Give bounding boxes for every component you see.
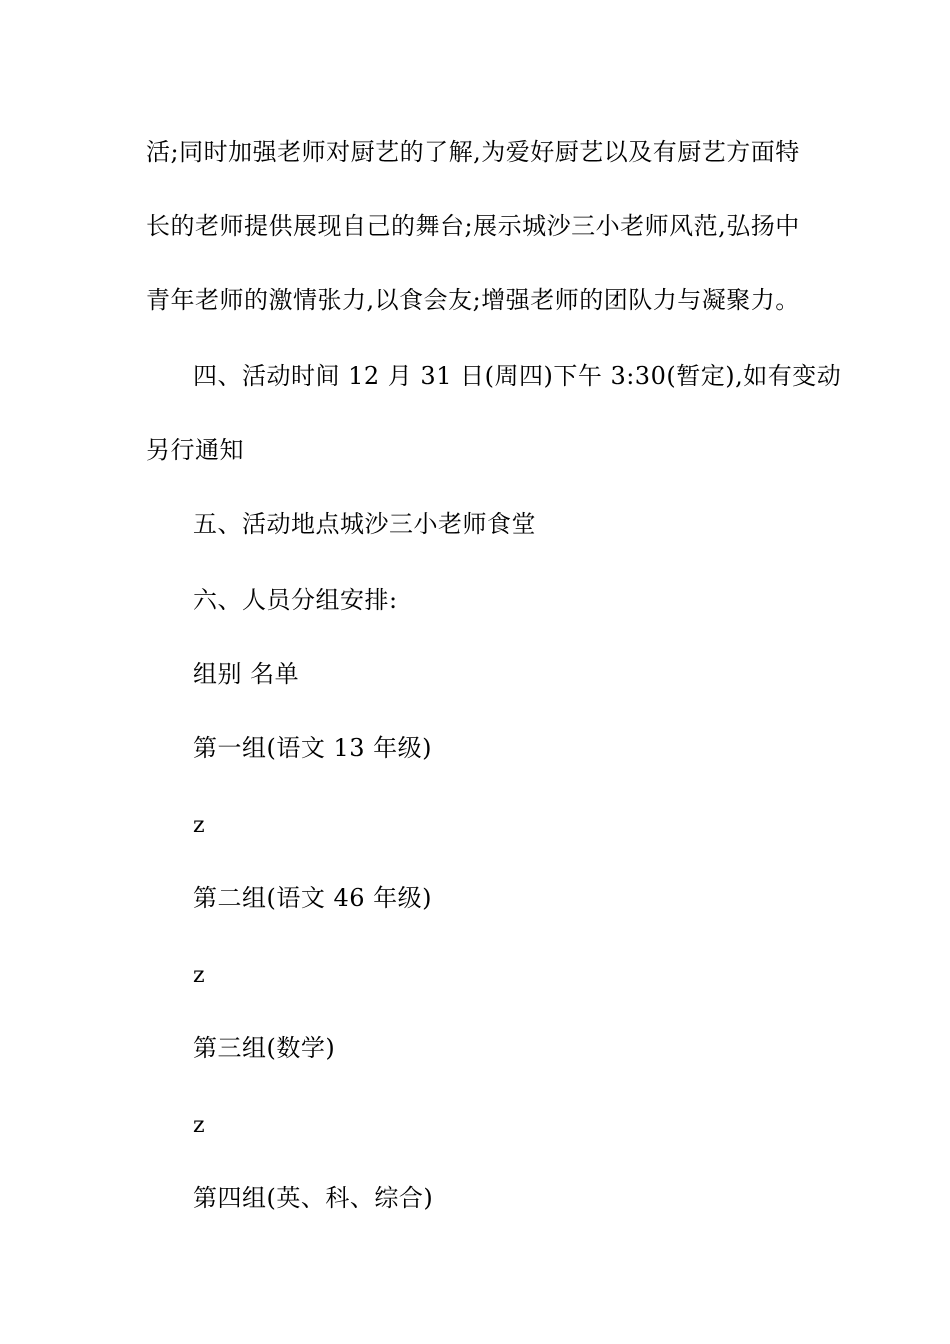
paragraph-line-1: 活;同时加强老师对厨艺的了解,为爱好厨艺以及有厨艺方面特 xyxy=(146,138,800,166)
paragraph-line-3: 青年老师的激情张力,以食会友;增强老师的团队力与凝聚力。 xyxy=(146,286,800,314)
paragraph-line-2: 长的老师提供展现自己的舞台;展示城沙三小老师风范,弘扬中 xyxy=(146,212,800,240)
section-4-line-1: 四、活动时间 12 月 31 日(周四)下午 3:30(暂定),如有变动 xyxy=(193,362,842,390)
group-2-members: z xyxy=(193,963,206,988)
group-3-members: z xyxy=(193,1113,206,1138)
group-1-members: z xyxy=(193,813,206,838)
group-4-label: 第四组(英、科、综合) xyxy=(193,1184,434,1212)
section-5-heading: 五、活动地点城沙三小老师食堂 xyxy=(193,510,536,538)
group-1-label: 第一组(语文 13 年级) xyxy=(193,734,433,762)
section-4-line-2: 另行通知 xyxy=(146,436,244,464)
group-3-label: 第三组(数学) xyxy=(193,1034,336,1062)
table-header: 组别 名单 xyxy=(193,660,300,688)
section-6-heading: 六、人员分组安排: xyxy=(193,586,398,614)
group-2-label: 第二组(语文 46 年级) xyxy=(193,884,433,912)
